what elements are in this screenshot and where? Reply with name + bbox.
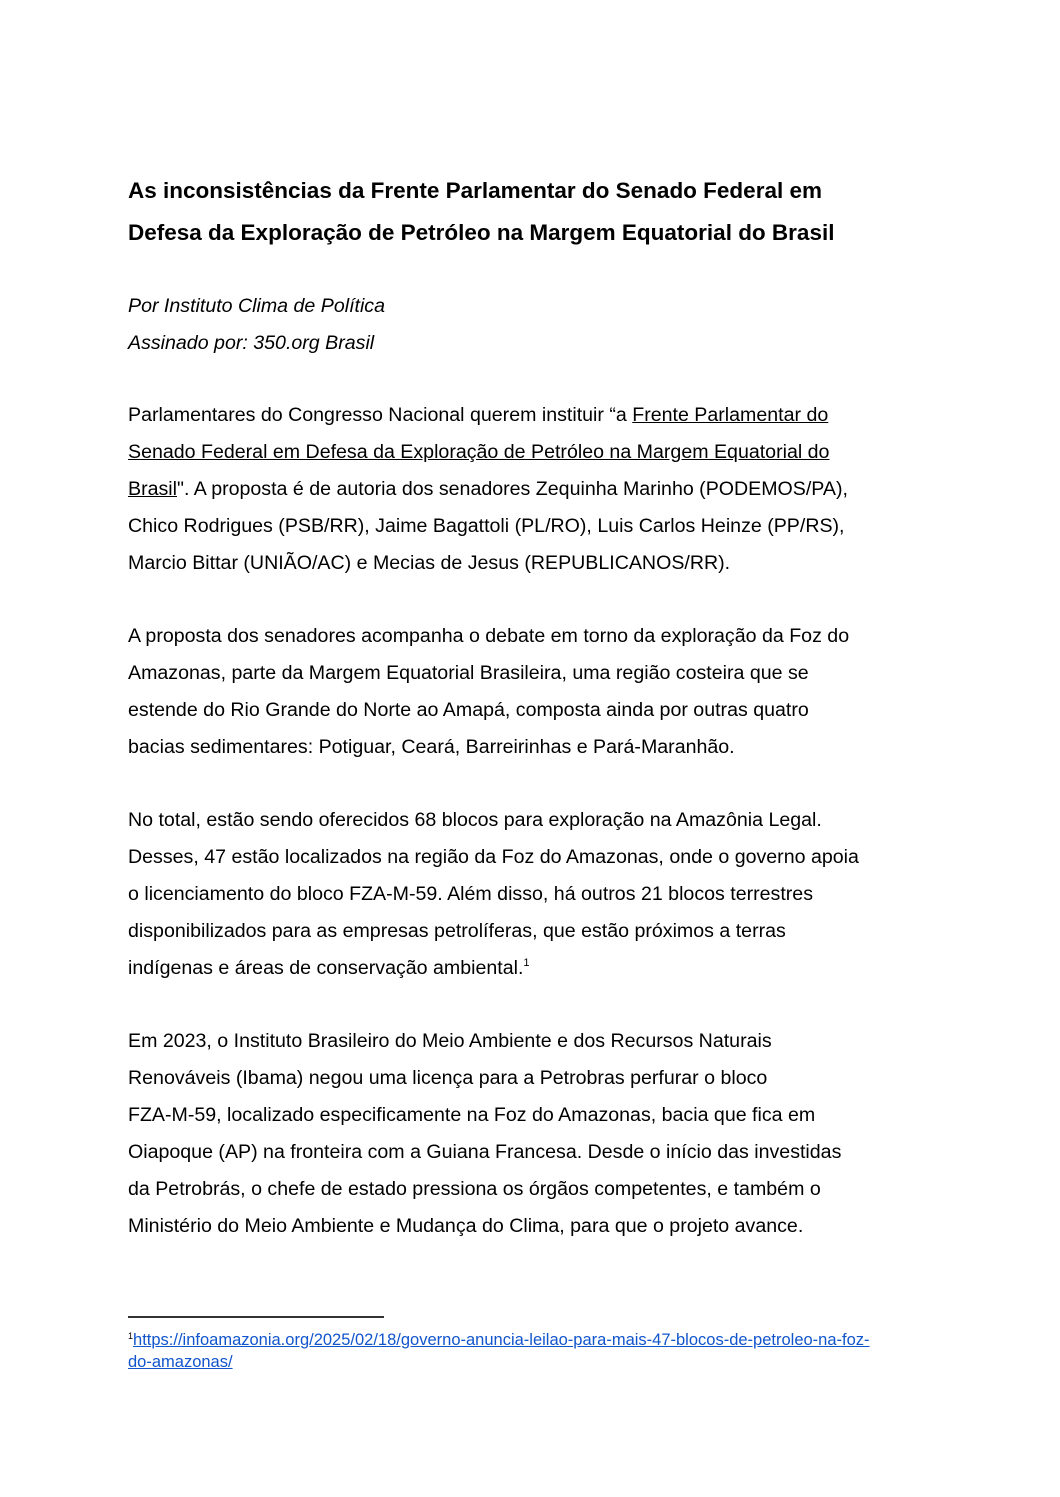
- text: estende do Rio Grande do Norte ao Amapá, composta ainda por outras quatro: [128, 699, 809, 721]
- text: Parlamentares do Congresso Nacional querem instituir “a: [128, 404, 633, 426]
- text: A proposta dos senadores acompanha o debate em torno da exploração da Foz do: [128, 625, 850, 647]
- paragraph-2: [128, 618, 849, 766]
- text: Em 2023, o Instituto Brasileiro do Meio Ambiente e dos Recursos Naturais: [128, 1030, 772, 1052]
- title-line: As inconsistências da Frente Parlamentar do Senado Federal em: [128, 178, 822, 203]
- text: indígenas e áreas de conservação ambiental.: [128, 957, 524, 979]
- author: Por Instituto Clima de Política: [128, 295, 386, 317]
- text: Amazonas, parte da Margem Equatorial Brasileira, uma região costeira que se: [128, 662, 809, 684]
- text: o licenciamento do bloco FZA-M-59. Além disso, há outros 21 blocos terrestres: [128, 883, 814, 905]
- footnote-ref[interactable]: 1: [523, 957, 530, 969]
- footnote-link[interactable]: https://infoamazonia.org/2025/02/18/governo-anuncia-leilao-para-mais-47-blocos-de-petroleo-na-foz-: [133, 1331, 870, 1349]
- text: Renováveis (Ibama) negou uma licença para a Petrobras perfurar o bloco: [128, 1067, 768, 1089]
- text: Marcio Bittar (UNIÃO/AC) e Mecias de Jesus (REPUBLICANOS/RR).: [128, 552, 731, 574]
- text: Ministério do Meio Ambiente e Mudança do Clima, para que o projeto avance.: [128, 1215, 804, 1237]
- footnote: [128, 1329, 870, 1373]
- paragraph-1: [128, 397, 848, 582]
- frente-link[interactable]: Frente Parlamentar do: [632, 404, 829, 426]
- text: Oiapoque (AP) na fronteira com a Guiana Francesa. Desde o início das investidas: [128, 1141, 842, 1163]
- frente-link[interactable]: Brasil: [128, 478, 177, 500]
- footnote-number: 1: [128, 1331, 134, 1341]
- document-title: [128, 170, 834, 254]
- text: Chico Rodrigues (PSB/RR), Jaime Bagattoli (PL/RO), Luis Carlos Heinze (PP/RS),: [128, 515, 845, 537]
- paragraph-3: [128, 802, 859, 987]
- text: No total, estão sendo oferecidos 68 blocos para exploração na Amazônia Legal.: [128, 809, 822, 831]
- title-line: Defesa da Exploração de Petróleo na Margem Equatorial do Brasil: [128, 220, 835, 245]
- text: disponibilizados para as empresas petrolíferas, que estão próximos a terras: [128, 920, 786, 942]
- text: ". A proposta é de autoria dos senadores Zequinha Marinho (PODEMOS/PA),: [177, 478, 848, 500]
- signatory: Assinado por: 350.org Brasil: [128, 332, 375, 354]
- text: bacias sedimentares: Potiguar, Ceará, Barreirinhas e Pará-Maranhão.: [128, 736, 735, 758]
- footnote-link[interactable]: do-amazonas/: [128, 1353, 233, 1371]
- byline: [128, 288, 385, 362]
- footnote-divider: [128, 1316, 384, 1318]
- text: da Petrobrás, o chefe de estado pressiona os órgãos competentes, e também o: [128, 1178, 821, 1200]
- frente-link[interactable]: Senado Federal em Defesa da Exploração de Petróleo na Margem Equatorial do: [128, 441, 830, 463]
- text: Desses, 47 estão localizados na região da Foz do Amazonas, onde o governo apoia: [128, 846, 859, 868]
- paragraph-4: [128, 1023, 841, 1245]
- text: FZA-M-59, localizado especificamente na Foz do Amazonas, bacia que fica em: [128, 1104, 816, 1126]
